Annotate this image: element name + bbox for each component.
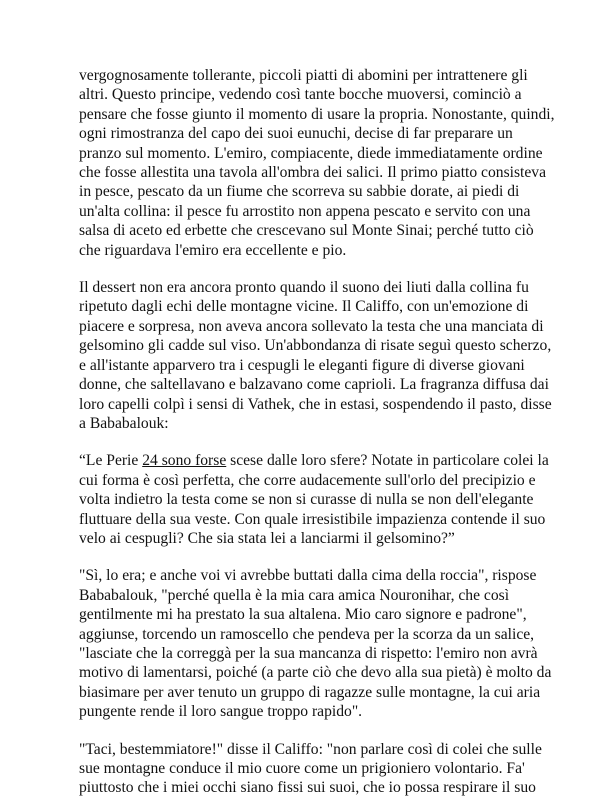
text-line: "Taci, bestemmiatore!" disse il Califfo: "non parlare così di colei che sulle bbox=[79, 740, 542, 758]
paragraph-1 bbox=[79, 66, 555, 260]
text-line: ripetuto dagli echi delle montagne vicine. Il Califfo, con un'emozione di bbox=[79, 298, 529, 316]
text-line: altri. Questo principe, vedendo così tante bocche muoversi, cominciò a bbox=[79, 86, 522, 104]
text-line: che fosse allestita una tavola all'ombra dei salici. Il primo piatto consisteva bbox=[79, 164, 547, 182]
text-line: in pesce, pescato da un fiume che scorreva su sabbie dorate, ai piedi di bbox=[79, 183, 520, 201]
text-line: che riguardava l'emiro era eccellente e pio. bbox=[79, 241, 347, 259]
text-line: cui forma è così perfetta, che corre audacemente sull'orlo del precipizio e bbox=[79, 471, 536, 489]
text-line: gelsomino gli cadde sul viso. Un'abbondanza di risate seguì questo scherzo, bbox=[79, 337, 552, 355]
text-line: salsa di aceto ed erbette che crescevano sul Monte Sinai; perché tutto ciò bbox=[79, 222, 534, 240]
text-line: a Bababalouk: bbox=[79, 414, 169, 432]
text-line: Bababalouk, "perché quella è la mia cara amica Nouronihar, che così bbox=[79, 586, 510, 604]
text-line: e all'istante apparvero tra i cespugli le eleganti figure di diverse giovani bbox=[79, 356, 525, 374]
text-segment: scese dalle loro sfere? Notate in particolare colei la bbox=[226, 452, 549, 470]
text-line: "lasciate che la correggà per la sua mancanza di rispetto: l'emiro non avrà bbox=[79, 644, 538, 662]
paragraph-5 bbox=[79, 740, 542, 798]
text-line: donne, che saltellavano e balzavano come caprioli. La fragranza diffusa dai bbox=[79, 376, 549, 394]
text-line: pungente rende il loro sangue troppo rapido". bbox=[79, 703, 363, 721]
text-line: loro capelli colpì i sensi di Vathek, che in estasi, sospendendo il pasto, disse bbox=[79, 395, 552, 413]
text-line: "Sì, lo era; e anche voi vi avrebbe buttati dalla cima della roccia", rispose bbox=[79, 567, 537, 585]
text-line: vergognosamente tollerante, piccoli piatti di abomini per intrattenere gli bbox=[79, 67, 528, 84]
text-line: velo ai cespugli? Che sia stata lei a lanciarmi il gelsomino?” bbox=[79, 529, 455, 547]
text-line: ogni rimostranza del capo dei suoi eunuchi, decise di far preparare un bbox=[79, 125, 513, 143]
text-line: sue montagne conduce il mio cuore come un prigioniero volontario. Fa' bbox=[79, 760, 525, 777]
text-line: piuttosto che i miei occhi siano fissi sui suoi, che io possa respirare il suo bbox=[79, 779, 536, 797]
text-line: piacere e sorpresa, non aveva ancora sollevato la testa che una manciata di bbox=[79, 317, 544, 335]
paragraph-2 bbox=[79, 278, 552, 433]
text-line: gentilmente mi ha prestato la sua altalena. Mio caro signore e padrone", bbox=[79, 606, 527, 624]
text-line: volta indietro la testa come se non si curasse di nulla se non dell'elegante bbox=[79, 491, 534, 509]
text-line: fluttuare della sua veste. Con quale irresistibile impazienza contende il suo bbox=[79, 510, 546, 528]
text-line: pensare che fosse giunto il momento di usare la propria. Nonostante, quindi, bbox=[79, 105, 555, 123]
text-line bbox=[79, 451, 549, 470]
text-line: Il dessert non era ancora pronto quando il suono dei liuti dalla collina fu bbox=[79, 279, 529, 297]
paragraph-3 bbox=[79, 451, 549, 548]
text-line: un'alta collina: il pesce fu arrostito non appena pescato e servito con una bbox=[79, 202, 531, 220]
paragraph-4 bbox=[79, 566, 552, 721]
text-line: motivo di lamentarsi, poiché (a parte ciò che devo alla sua pietà) è molto da bbox=[79, 664, 552, 682]
text-line: aggiunse, torcendo un ramoscello che pendeva per la scorza da un salice, bbox=[79, 625, 535, 643]
text-segment: “Le Perie bbox=[79, 452, 143, 470]
text-line: pranzo sul momento. L'emiro, compiacente, diede immediatamente ordine bbox=[79, 144, 543, 162]
footnote-link[interactable]: 24 sono forse bbox=[142, 452, 227, 470]
document-page bbox=[79, 66, 555, 798]
text-line: biasimare per aver tenuto un gruppo di ragazze sulle montagne, la cui aria bbox=[79, 683, 541, 701]
